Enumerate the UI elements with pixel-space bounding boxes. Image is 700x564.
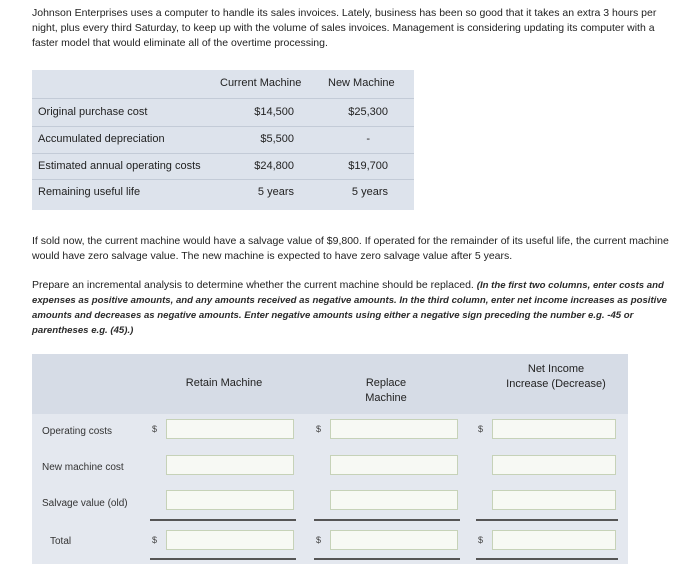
salvage-value-label: Salvage value (old) — [42, 498, 128, 509]
total-replace-input[interactable] — [330, 530, 458, 550]
row-label: Original purchase cost — [38, 106, 148, 118]
current-machine-header: Current Machine — [220, 77, 302, 89]
replace-machine-header: Replace Machine — [365, 377, 407, 404]
machine-table-header — [32, 70, 414, 98]
salvage-paragraph: If sold now, the current machine would have a salvage value of $9,800. If operated for the remainder of its useful life, the current machine would have zero salvage value. The new machine is expected to have zero salvage value after 5 years. — [32, 235, 669, 262]
incremental-analysis-table — [32, 354, 628, 564]
net-income-header: Net Income Increase (Decrease) — [506, 363, 606, 390]
currency-symbol: $ — [478, 535, 484, 545]
operating-costs-label: Operating costs — [42, 426, 113, 437]
operating-costs-retain-input[interactable] — [166, 419, 294, 439]
currency-symbol: $ — [478, 424, 484, 434]
salvage-value-net-input[interactable] — [492, 490, 616, 510]
row-label: Remaining useful life — [38, 186, 141, 198]
current-value: 5 years — [257, 186, 294, 198]
new-machine-cost-label: New machine cost — [42, 462, 124, 473]
total-retain-input[interactable] — [166, 530, 294, 550]
row-label: Estimated annual operating costs — [38, 160, 201, 172]
table-row — [32, 100, 414, 126]
new-machine-cost-retain-input[interactable] — [166, 455, 294, 475]
total-net-input[interactable] — [492, 530, 616, 550]
current-value: $14,500 — [254, 106, 294, 118]
instructions-note: (In the first two columns, enter costs and expenses as positive amounts, and any amounts received as negative amounts. In the third column, enter net income increases as positive amounts and decreases as negative amounts. Enter negative amounts using either a negative sign preceding the number e.g. -45 or parentheses e.g. (45).) — [32, 280, 667, 336]
current-value: $24,800 — [254, 160, 294, 172]
currency-symbol: $ — [316, 424, 322, 434]
new-machine-header: New Machine — [328, 77, 395, 89]
new-machine-cost-net-input[interactable] — [492, 455, 616, 475]
new-value: 5 years — [351, 186, 388, 198]
row-label: Accumulated depreciation — [38, 133, 165, 145]
operating-costs-net-input[interactable] — [492, 419, 616, 439]
salvage-value-replace-input[interactable] — [330, 490, 458, 510]
new-machine-cost-replace-input[interactable] — [330, 455, 458, 475]
table-row — [32, 127, 414, 153]
new-value: $25,300 — [348, 106, 388, 118]
operating-costs-replace-input[interactable] — [330, 419, 458, 439]
currency-symbol: $ — [152, 535, 158, 545]
retain-machine-header: Retain Machine — [185, 377, 263, 389]
currency-symbol: $ — [152, 424, 158, 434]
current-value: $5,500 — [260, 133, 294, 145]
intro-paragraph: Johnson Enterprises uses a computer to handle its sales invoices. Lately, business has been so good that it takes an extra 3 hours per night, plus every third Saturday, to keep up with the volume of sales invoices. Management is considering updating its computer with a faster model that would eliminate all of the overtime processing. — [32, 7, 657, 49]
table-row — [32, 180, 414, 206]
salvage-value-retain-input[interactable] — [166, 490, 294, 510]
machine-data-table — [32, 70, 414, 210]
instructions-text: Prepare an incremental analysis to determine whether the current machine should be replaced. — [32, 279, 477, 291]
total-label: Total — [50, 536, 72, 547]
new-value: - — [366, 133, 370, 145]
analysis-header — [32, 354, 628, 414]
table-row — [32, 154, 414, 180]
instructions-paragraph — [32, 278, 682, 338]
new-value: $19,700 — [348, 160, 388, 172]
currency-symbol: $ — [316, 535, 322, 545]
